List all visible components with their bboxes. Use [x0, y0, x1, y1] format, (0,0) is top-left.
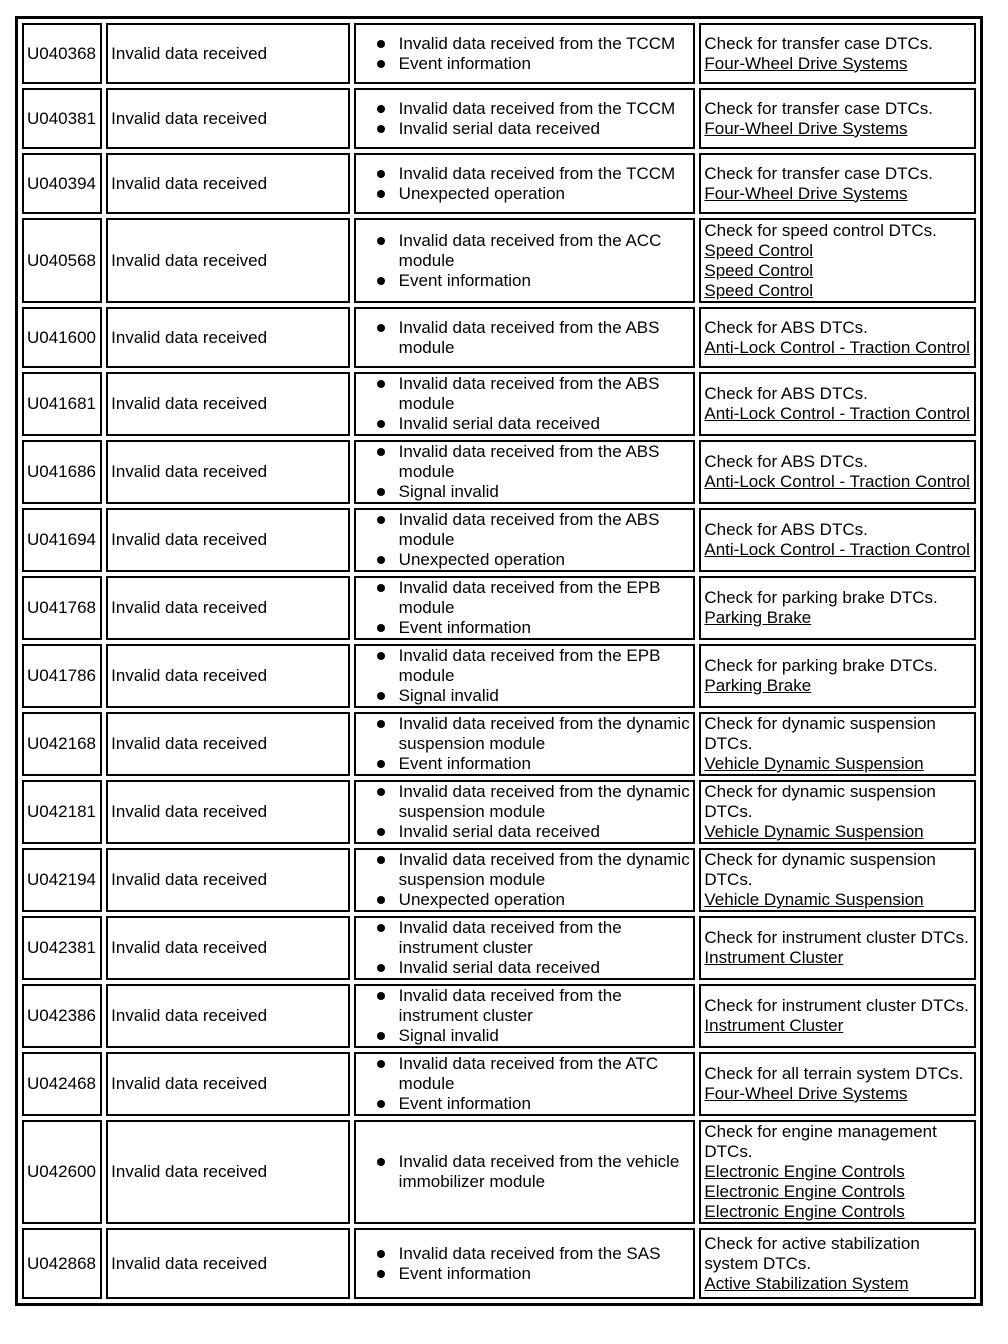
condition-item: Invalid data received from the EPB module — [399, 646, 691, 686]
dtc-code-cell: U040381 — [22, 88, 102, 149]
procedure-link[interactable]: Parking Brake — [704, 676, 812, 695]
action-cell — [699, 88, 976, 149]
dtc-description-cell: Invalid data received — [106, 508, 350, 572]
table-row — [22, 1052, 976, 1116]
table-row — [22, 712, 976, 776]
condition-list — [359, 646, 691, 706]
procedure-link[interactable]: Vehicle Dynamic Suspension — [704, 822, 924, 841]
dtc-description-cell: Invalid data received — [106, 984, 350, 1048]
condition-item: Unexpected operation — [399, 890, 691, 910]
action-text: Check for ABS DTCs. — [704, 452, 868, 471]
dtc-table-body — [22, 23, 976, 1299]
dtc-code-cell: U042381 — [22, 916, 102, 980]
table-row — [22, 780, 976, 844]
condition-item: Invalid serial data received — [399, 822, 691, 842]
condition-item: Invalid data received from the TCCM — [399, 34, 691, 54]
action-text: Check for transfer case DTCs. — [704, 163, 934, 183]
dtc-code-cell: U042468 — [22, 1052, 102, 1116]
action-cell — [699, 440, 976, 504]
table-row — [22, 576, 976, 640]
condition-cell — [354, 576, 696, 640]
condition-list — [359, 231, 691, 291]
condition-list — [359, 986, 691, 1046]
dtc-description-cell: Invalid data received — [106, 218, 350, 303]
dtc-description-cell: Invalid data received — [106, 23, 350, 84]
action-cell — [699, 508, 976, 572]
procedure-link[interactable]: Vehicle Dynamic Suspension — [704, 890, 924, 909]
dtc-description-cell: Invalid data received — [106, 644, 350, 708]
procedure-link[interactable]: Parking Brake — [704, 608, 812, 627]
dtc-code-cell: U040368 — [22, 23, 102, 84]
condition-item: Invalid data received from the ABS module — [399, 442, 691, 482]
condition-item: Signal invalid — [399, 686, 691, 706]
procedure-link[interactable]: Active Stabilization System — [704, 1273, 909, 1293]
dtc-description-cell: Invalid data received — [106, 712, 350, 776]
action-cell — [699, 372, 976, 436]
condition-item: Invalid data received from the ATC module — [399, 1054, 691, 1094]
table-row — [22, 644, 976, 708]
procedure-link[interactable]: Anti-Lock Control - Traction Control — [704, 404, 970, 423]
condition-item: Invalid data received from the instrument cluster — [399, 918, 691, 958]
condition-cell — [354, 508, 696, 572]
table-row — [22, 508, 976, 572]
condition-cell — [354, 848, 696, 912]
dtc-description-cell: Invalid data received — [106, 780, 350, 844]
action-text: Check for dynamic suspension DTCs. — [704, 782, 936, 821]
procedure-link[interactable]: Electronic Engine Controls — [704, 1182, 905, 1201]
dtc-code-cell: U041600 — [22, 307, 102, 368]
table-row — [22, 916, 976, 980]
table-row — [22, 440, 976, 504]
action-cell — [699, 153, 976, 214]
action-text: Check for ABS DTCs. — [704, 317, 868, 337]
dtc-code-cell: U042868 — [22, 1228, 102, 1299]
condition-item: Invalid data received from the ABS module — [399, 374, 691, 414]
condition-list — [359, 1244, 691, 1284]
procedure-link[interactable]: Speed Control — [704, 240, 814, 260]
action-text: Check for ABS DTCs. — [704, 384, 868, 403]
procedure-link[interactable]: Four-Wheel Drive Systems — [704, 1084, 908, 1103]
condition-item: Invalid data received from the EPB module — [399, 578, 691, 618]
table-row — [22, 218, 976, 303]
action-text: Check for ABS DTCs. — [704, 520, 868, 539]
action-text: Check for transfer case DTCs. — [704, 98, 934, 118]
action-cell — [699, 23, 976, 84]
condition-item: Event information — [399, 1094, 691, 1114]
procedure-link[interactable]: Instrument Cluster — [704, 948, 844, 967]
table-row — [22, 153, 976, 214]
condition-cell — [354, 218, 696, 303]
action-text: Check for dynamic suspension DTCs. — [704, 714, 936, 753]
dtc-description-cell: Invalid data received — [106, 916, 350, 980]
condition-cell — [354, 440, 696, 504]
condition-item: Event information — [399, 754, 691, 774]
condition-cell — [354, 1228, 696, 1299]
action-cell — [699, 780, 976, 844]
procedure-link[interactable]: Vehicle Dynamic Suspension — [704, 754, 924, 773]
condition-cell — [354, 372, 696, 436]
procedure-link[interactable]: Four-Wheel Drive Systems — [704, 183, 908, 203]
action-cell — [699, 1120, 976, 1224]
table-row — [22, 848, 976, 912]
procedure-link[interactable]: Four-Wheel Drive Systems — [704, 118, 908, 138]
condition-item: Invalid serial data received — [399, 414, 691, 434]
action-cell — [699, 1052, 976, 1116]
condition-cell — [354, 307, 696, 368]
table-row — [22, 1228, 976, 1299]
condition-item: Signal invalid — [399, 482, 691, 502]
condition-item: Invalid data received from the dynamic suspension module — [398, 850, 690, 889]
procedure-link[interactable]: Anti-Lock Control - Traction Control — [704, 472, 970, 491]
condition-list — [359, 318, 691, 358]
condition-item: Invalid data received from the SAS — [399, 1244, 691, 1264]
dtc-code-cell: U041686 — [22, 440, 102, 504]
action-cell — [699, 644, 976, 708]
condition-cell — [354, 780, 696, 844]
condition-list — [359, 850, 691, 910]
condition-list — [359, 714, 691, 774]
table-row — [22, 88, 976, 149]
condition-cell — [354, 1052, 696, 1116]
condition-cell — [354, 916, 696, 980]
condition-cell — [354, 23, 696, 84]
condition-item: Event information — [399, 271, 691, 291]
condition-list — [359, 578, 691, 638]
condition-item: Signal invalid — [399, 1026, 691, 1046]
procedure-link[interactable]: Electronic Engine Controls — [704, 1162, 905, 1181]
dtc-code-cell: U042386 — [22, 984, 102, 1048]
condition-item: Invalid serial data received — [399, 958, 691, 978]
dtc-code-cell: U040568 — [22, 218, 102, 303]
dtc-description-cell: Invalid data received — [106, 440, 350, 504]
dtc-code-cell: U042168 — [22, 712, 102, 776]
action-text: Check for all terrain system DTCs. — [704, 1064, 964, 1083]
procedure-link[interactable]: Anti-Lock Control - Traction Control — [704, 540, 970, 559]
table-row — [22, 372, 976, 436]
action-cell — [699, 307, 976, 368]
procedure-link[interactable]: Instrument Cluster — [704, 1016, 844, 1035]
action-text: Check for instrument cluster DTCs. — [704, 928, 969, 947]
dtc-description-cell: Invalid data received — [106, 307, 350, 368]
action-cell — [699, 848, 976, 912]
condition-item: Invalid data received from the dynamic suspension module — [398, 714, 690, 753]
action-text: Check for instrument cluster DTCs. — [704, 996, 969, 1015]
dtc-description-cell: Invalid data received — [106, 372, 350, 436]
condition-item: Event information — [399, 54, 691, 74]
condition-list — [359, 164, 691, 204]
dtc-code-cell: U041681 — [22, 372, 102, 436]
action-cell — [699, 1228, 976, 1299]
condition-item: Invalid data received from the ACC module — [399, 231, 691, 271]
condition-item: Invalid data received from the vehicle immobilizer module — [399, 1152, 691, 1192]
procedure-link[interactable]: Anti-Lock Control - Traction Control — [704, 337, 970, 357]
dtc-table — [15, 16, 983, 1306]
dtc-code-cell: U041768 — [22, 576, 102, 640]
condition-list — [359, 918, 691, 978]
procedure-link[interactable]: Speed Control — [704, 260, 814, 280]
dtc-description-cell: Invalid data received — [106, 88, 350, 149]
condition-list — [359, 34, 691, 74]
condition-item: Invalid data received from the instrument cluster — [399, 986, 691, 1026]
condition-cell — [354, 153, 696, 214]
condition-list — [359, 374, 691, 434]
condition-item: Unexpected operation — [399, 184, 691, 204]
dtc-description-cell: Invalid data received — [106, 576, 350, 640]
dtc-code-cell: U042600 — [22, 1120, 102, 1224]
action-text: Check for transfer case DTCs. — [704, 33, 934, 53]
table-row — [22, 307, 976, 368]
procedure-link[interactable]: Speed Control — [704, 280, 814, 300]
table-row — [22, 23, 976, 84]
condition-item: Event information — [399, 618, 691, 638]
table-row — [22, 1120, 976, 1224]
procedure-link[interactable]: Electronic Engine Controls — [704, 1202, 905, 1221]
dtc-code-cell: U040394 — [22, 153, 102, 214]
condition-item: Invalid data received from the ABS module — [399, 318, 691, 358]
condition-item: Invalid data received from the TCCM — [399, 99, 691, 119]
action-cell — [699, 712, 976, 776]
dtc-description-cell: Invalid data received — [106, 1228, 350, 1299]
action-text: Check for speed control DTCs. — [704, 220, 937, 240]
condition-cell — [354, 712, 696, 776]
action-text: Check for dynamic suspension DTCs. — [704, 850, 936, 889]
condition-item: Invalid data received from the TCCM — [399, 164, 691, 184]
action-cell — [699, 218, 976, 303]
table-row — [22, 984, 976, 1048]
action-text: Check for active stabilization system DTCs. — [704, 1233, 920, 1273]
dtc-code-cell: U041694 — [22, 508, 102, 572]
dtc-description-cell: Invalid data received — [106, 848, 350, 912]
condition-item: Invalid data received from the dynamic suspension module — [398, 782, 690, 821]
action-cell — [699, 984, 976, 1048]
condition-cell — [354, 1120, 696, 1224]
condition-list — [359, 1054, 691, 1114]
condition-item: Event information — [399, 1264, 691, 1284]
condition-list — [359, 782, 691, 842]
dtc-code-cell: U042181 — [22, 780, 102, 844]
action-text: Check for engine management DTCs. — [704, 1122, 937, 1161]
condition-list — [359, 99, 691, 139]
condition-item: Unexpected operation — [399, 550, 691, 570]
condition-cell — [354, 88, 696, 149]
dtc-code-cell: U042194 — [22, 848, 102, 912]
condition-cell — [354, 644, 696, 708]
action-cell — [699, 576, 976, 640]
action-text: Check for parking brake DTCs. — [704, 656, 938, 675]
condition-item: Invalid serial data received — [399, 119, 691, 139]
dtc-description-cell: Invalid data received — [106, 1052, 350, 1116]
dtc-description-cell: Invalid data received — [106, 1120, 350, 1224]
dtc-description-cell: Invalid data received — [106, 153, 350, 214]
action-text: Check for parking brake DTCs. — [704, 588, 938, 607]
action-cell — [699, 916, 976, 980]
condition-list — [359, 442, 691, 502]
condition-list — [359, 510, 691, 570]
condition-cell — [354, 984, 696, 1048]
condition-list — [359, 1152, 691, 1192]
dtc-code-cell: U041786 — [22, 644, 102, 708]
procedure-link[interactable]: Four-Wheel Drive Systems — [704, 53, 908, 73]
condition-item: Invalid data received from the ABS module — [399, 510, 691, 550]
